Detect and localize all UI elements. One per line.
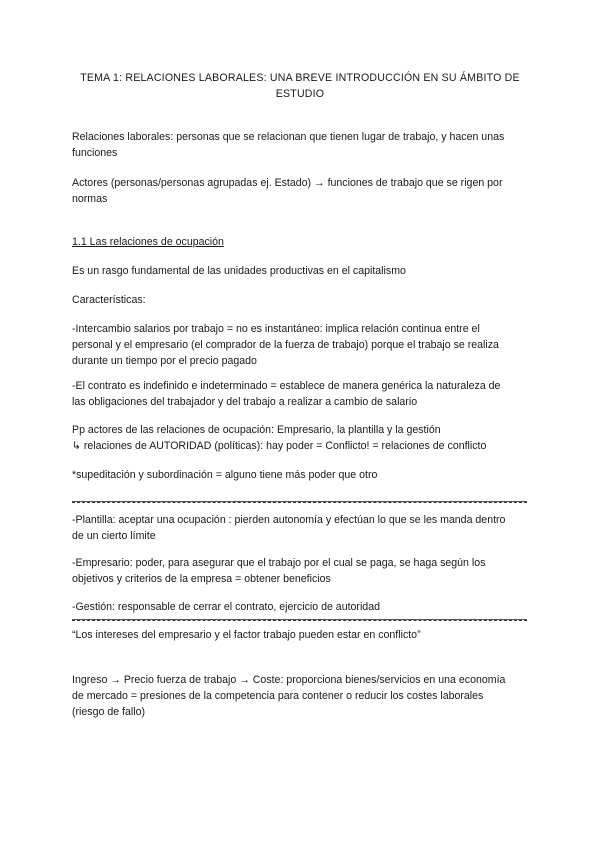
text-line: Ingreso → Precio fuerza de trabajo → Coste: proporciona bienes/servicios en una economía xyxy=(72,674,506,686)
text-line: (riesgo de fallo) xyxy=(72,706,146,718)
paragraph-intercambio xyxy=(72,321,532,369)
text-line: *supeditación y subordinación = alguno tiene más poder que otro xyxy=(72,469,378,481)
text-line: -El contrato es indefinido e indeterminado = establece de manera genérica la naturaleza de xyxy=(72,380,501,392)
paragraph-definition xyxy=(72,129,532,161)
text-line: Actores (personas/personas agrupadas ej. Estado) → funciones de trabajo que se rigen por xyxy=(72,177,503,189)
paragraph-supeditacion xyxy=(72,467,532,483)
paragraph-plantilla xyxy=(72,512,532,544)
paragraph-actors xyxy=(72,175,532,207)
text-line: normas xyxy=(72,193,108,205)
paragraph-rasgo xyxy=(72,263,532,279)
text-line: funciones xyxy=(72,147,118,159)
title-line-2: ESTUDIO xyxy=(275,88,325,100)
text-line: -Intercambio salarios por trabajo = no es instantáneo: implica relación continua entre el xyxy=(72,323,480,335)
paragraph-actores-ocupacion xyxy=(72,422,532,454)
text-line: personal y el empresario (el comprador de la fuerza de trabajo) porque el trabajo se realiza xyxy=(72,339,499,351)
paragraph-gestion xyxy=(72,599,532,615)
divider-bottom xyxy=(72,620,527,621)
section-heading-text: 1.1 Las relaciones de ocupación xyxy=(72,236,224,248)
paragraph-caracteristicas xyxy=(72,292,532,308)
paragraph-contrato xyxy=(72,378,532,410)
title-line-1: TEMA 1: RELACIONES LABORALES: UNA BREVE INTRODUCCIÓN EN SU ÁMBITO DE xyxy=(80,72,520,84)
text-line: -Empresario: poder, para asegurar que el trabajo por el cual se paga, se haga según los xyxy=(72,557,486,569)
text-line: durante un tiempo por el precio pagado xyxy=(72,355,257,367)
paragraph-quote xyxy=(72,627,532,643)
text-line: de mercado = presiones de la competencia para contener o reducir los costes laborales xyxy=(72,690,484,702)
text-line: Es un rasgo fundamental de las unidades productivas en el capitalismo xyxy=(72,265,406,277)
divider-top xyxy=(72,502,527,503)
text-line: Pp actores de las relaciones de ocupación: Empresario, la plantilla y la gestión xyxy=(72,424,441,436)
text-line: Relaciones laborales: personas que se relacionan que tienen lugar de trabajo, y hacen unas xyxy=(72,131,505,143)
text-line: -Gestión: responsable de cerrar el contrato, ejercicio de autoridad xyxy=(72,601,380,613)
text-line: -Plantilla: aceptar una ocupación : pierden autonomía y efectúan lo que se les manda dentro xyxy=(72,514,506,526)
text-line: objetivos y criterios de la empresa = obtener beneficios xyxy=(72,573,331,585)
text-line: ↳ relaciones de AUTORIDAD (políticas): hay poder = Conflicto! = relaciones de conflicto xyxy=(72,440,487,452)
section-heading xyxy=(72,234,532,250)
paragraph-ingreso xyxy=(72,672,532,720)
text-line: Características: xyxy=(72,294,146,306)
text-line: de un cierto límite xyxy=(72,530,156,542)
paragraph-empresario xyxy=(72,555,532,587)
text-line: “Los intereses del empresario y el factor trabajo pueden estar en conflicto” xyxy=(72,629,421,641)
document-title xyxy=(60,70,540,102)
text-line: las obligaciones del trabajador y del trabajo a realizar a cambio de salario xyxy=(72,396,418,408)
